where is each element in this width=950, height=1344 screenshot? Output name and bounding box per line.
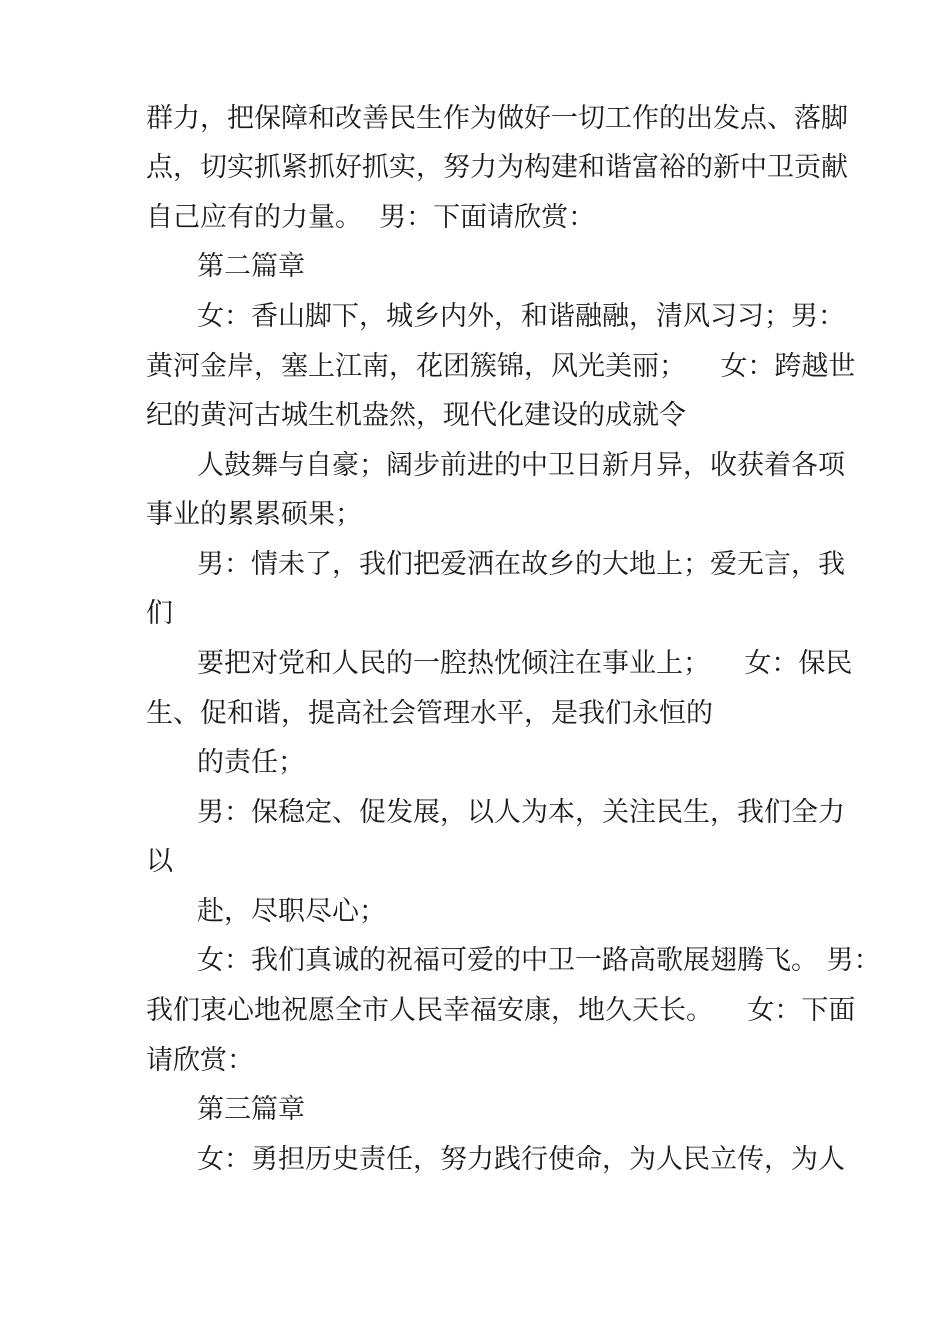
text-line: 赴，尽职尽心； bbox=[197, 896, 386, 927]
text-line: 以 bbox=[146, 846, 173, 877]
text-line: 自己应有的力量。 男：下面请欣赏： bbox=[146, 202, 596, 233]
text-line: 女：我们真诚的祝福可爱的中卫一路高歌展翅腾飞。 男： bbox=[197, 945, 881, 976]
text-line: 点，切实抓紧抓好抓实，努力为构建和谐富裕的新中卫贡献 bbox=[146, 152, 848, 183]
section-heading: 第三篇章 bbox=[197, 1094, 305, 1125]
text-line: 请欣赏： bbox=[146, 1045, 254, 1076]
text-line: 要把对党和人民的一腔热忱倾注在事业上； 女：保民 bbox=[197, 648, 853, 679]
text-line: 纪的黄河古城生机盎然，现代化建设的成就令 bbox=[146, 400, 686, 431]
text-line: 生、促和谐，提高社会管理水平，是我们永恒的 bbox=[146, 698, 713, 729]
text-line: 的责任； bbox=[197, 747, 305, 778]
section-heading: 第二篇章 bbox=[197, 251, 305, 282]
text-line: 黄河金岸，塞上江南，花团簇锦，风光美丽； 女：跨越世 bbox=[146, 351, 856, 382]
text-line: 男：保稳定、促发展，以人为本，关注民生，我们全力 bbox=[197, 797, 845, 828]
text-line: 女：香山脚下，城乡内外，和谐融融，清风习习；男： bbox=[197, 301, 845, 332]
text-line: 男：情未了，我们把爱洒在故乡的大地上；爱无言，我 bbox=[197, 549, 845, 580]
text-line: 人鼓舞与自豪；阔步前进的中卫日新月异，收获着各项 bbox=[197, 450, 845, 481]
text-line: 我们衷心地祝愿全市人民幸福安康，地久天长。 女：下面 bbox=[146, 995, 856, 1026]
text-line: 女：勇担历史责任，努力践行使命，为人民立传，为人 bbox=[197, 1144, 845, 1175]
text-line: 们 bbox=[146, 598, 173, 629]
text-line: 群力，把保障和改善民生作为做好一切工作的出发点、落脚 bbox=[146, 103, 848, 134]
text-line: 事业的累累硕果； bbox=[146, 499, 362, 530]
